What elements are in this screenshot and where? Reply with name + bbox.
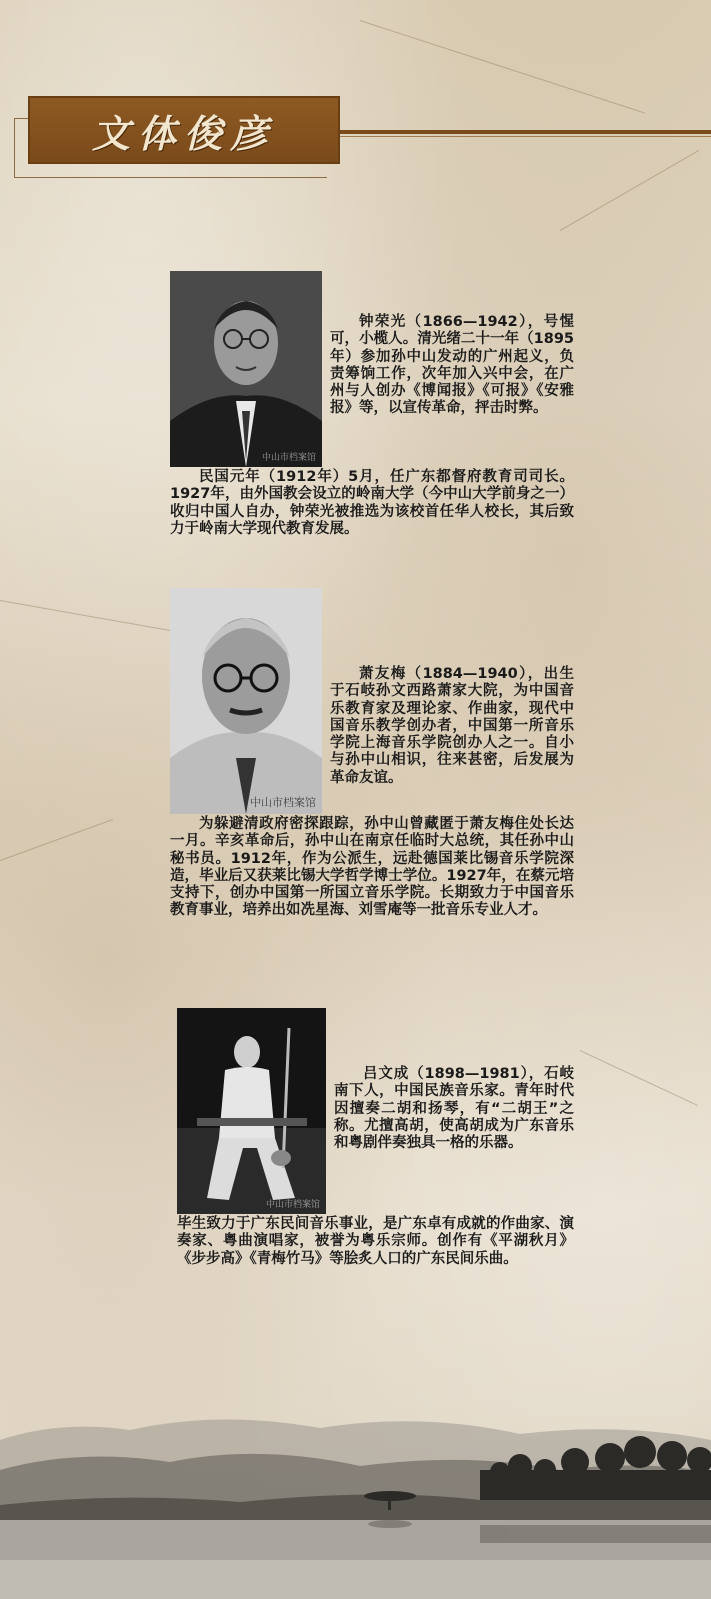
landscape-illustration: [0, 1400, 711, 1599]
portrait-photo-1: [170, 271, 322, 467]
texture-crack: [360, 20, 646, 114]
portrait-photo-2: [170, 588, 322, 814]
header-divider: [340, 130, 711, 134]
texture-crack: [0, 600, 177, 632]
photo-watermark: 中山市档案馆: [250, 796, 316, 809]
person-2-side-text: 萧友梅（1884—1940），出生于石岐孙文西路萧家大院，为中国音乐教育家及理论家、作曲家，现代中国音乐教学创办者，中国第一所音乐学院上海音乐学院创办人之一。自小与孙中山相识，往来甚密，后发展为革命友谊。: [330, 666, 574, 786]
header-banner: [28, 96, 340, 164]
person-1-body-text: 民国元年（1912年）5月，任广东都督府教育司司长。1927年，由外国教会设立的岭南大学（今中山大学前身之一）收归中国人自办，钟荣光被推选为该校首任华人校长，其后致力于岭南大学现代教育发展。: [170, 469, 574, 537]
portrait-photo-3: [177, 1008, 326, 1214]
page-title: 文体俊彦: [91, 110, 276, 156]
photo-watermark: 中山市档案馆: [261, 453, 316, 463]
texture-crack: [560, 150, 699, 231]
person-2-body-text: 为躲避清政府密探跟踪，孙中山曾藏匿于萧友梅住处长达一月。辛亥革命后，孙中山在南京任临时大总统，其任孙中山秘书员。1912年，作为公派生，远赴德国莱比锡音乐学院深造，毕业后又获莱比锡大学哲学博士学位。1927年，在蔡元培支持下，创办中国第一所国立音乐学院。长期致力于中国音乐教育事业，培养出如冼星海、刘雪庵等一批音乐专业人才。: [170, 816, 574, 919]
photo-watermark: 中山市档案馆: [265, 1200, 320, 1210]
person-3-body-text: 毕生致力于广东民间音乐事业，是广东卓有成就的作曲家、演奏家、粤曲演唱家，被誉为粤乐宗师。创作有《平湖秋月》《步步高》《青梅竹马》等脍炙人口的广东民间乐曲。: [177, 1216, 574, 1267]
person-3-side-text: 吕文成（1898—1981），石岐南下人，中国民族音乐家。青年时代因擅奏二胡和扬琴，有“二胡王”之称。尤擅高胡，使高胡成为广东音乐和粤剧伴奏独具一格的乐器。: [334, 1066, 574, 1152]
person-1-side-text: 钟荣光（1866—1942），号惺可，小榄人。清光绪二十一年（1895年）参加孙中山发动的广州起义，负责筹饷工作，次年加入兴中会，在广州与人创办《博闻报》《可报》《安雅报》等，以宣传革命，抨击时弊。: [330, 314, 574, 417]
texture-crack: [580, 1050, 698, 1106]
texture-crack: [0, 819, 113, 861]
header-divider-thin: [340, 136, 711, 137]
